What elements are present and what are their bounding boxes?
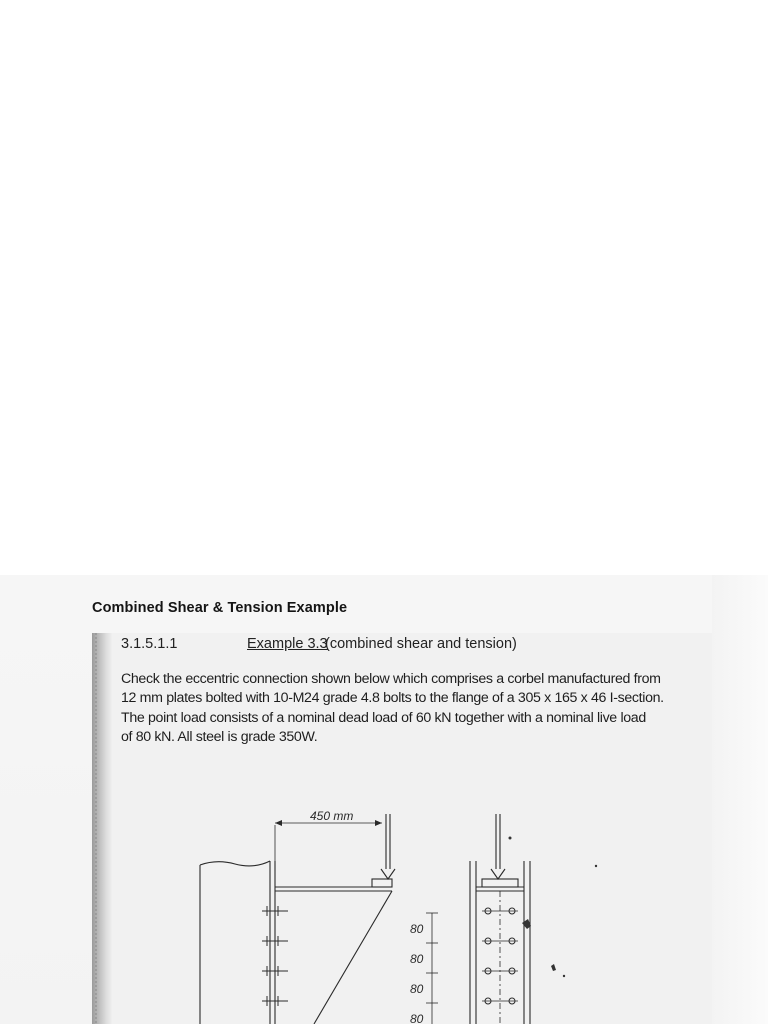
body-line: of 80 kN. All steel is grade 350W. <box>121 729 318 746</box>
bolt-spacing-label: 80 <box>410 1012 424 1024</box>
side-elevation <box>200 814 438 1024</box>
load-arrowhead <box>381 869 395 879</box>
scanned-page <box>0 575 768 1024</box>
section-number: 3.1.5.1.1 <box>121 636 178 652</box>
corbel-stiffener <box>314 891 392 1024</box>
example-label: Example 3.3 <box>247 636 328 652</box>
page-title: Combined Shear & Tension Example <box>92 600 348 616</box>
bolt-spacing-label: 80 <box>410 982 424 996</box>
column-break-line <box>200 861 270 866</box>
body-line: 12 mm plates bolted with 10-M24 grade 4.8 bolts to the flange of a 305 x 165 x 46 I-section. <box>121 690 664 707</box>
scan-right-margin <box>712 575 768 1024</box>
eccentricity-label: 450 mm <box>310 809 354 823</box>
body-line: Check the eccentric connection shown below which comprises a corbel manufactured from <box>121 671 661 687</box>
front-elevation <box>470 814 530 1024</box>
example-description: (combined shear and tension) <box>325 636 517 652</box>
corbel-connection-diagram <box>92 633 712 1024</box>
bearing-plate <box>372 879 392 887</box>
scanned-excerpt <box>92 633 712 1024</box>
bolt-spacing-label: 80 <box>410 952 424 966</box>
bolt-spacing-label: 80 <box>410 922 424 936</box>
body-line: The point load consists of a nominal dead load of 60 kN together with a nominal live load <box>121 709 646 726</box>
scan-specks <box>509 837 598 978</box>
